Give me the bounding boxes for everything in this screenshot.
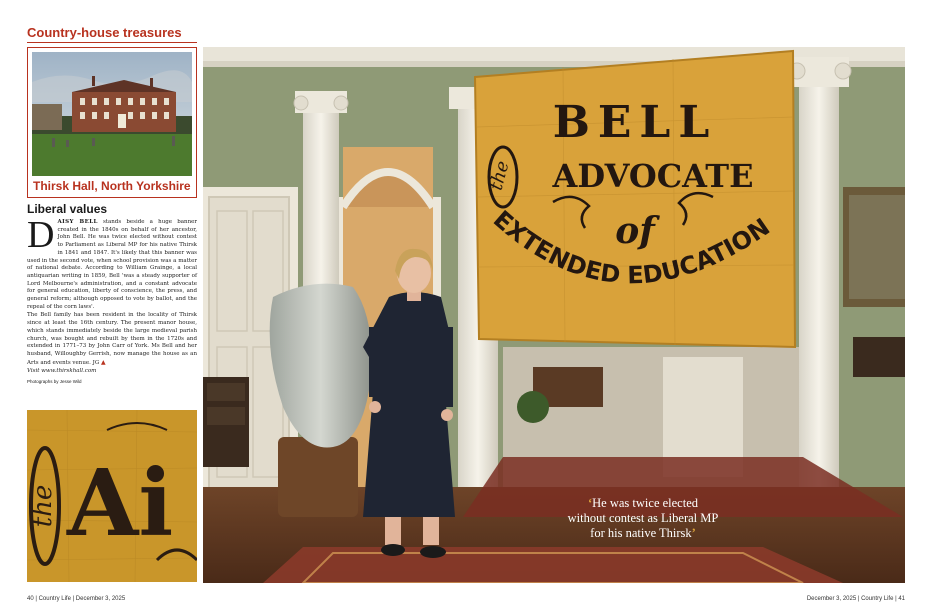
paragraph-2-text: The Bell family has been resident in the locality of Thirsk since at least the 16th century. The present manor house, which stands immediately beside the large medieval parish church, was bought and rebuilt by them in the 1720s and extended in 1771–73 by John Carr of York. Ms Bell and her husband, Willoughby Gerrish, now manage the house as an Arts and events venue. JG (27, 312, 197, 366)
thirsk-hall-photo (32, 52, 192, 176)
quote-line-2: without contest as Liberal MP (567, 511, 719, 525)
pull-quote (558, 496, 728, 541)
paragraph-1-text: stands beside a huge banner created in the 1840s on behalf of her ancestor, John Bell. He was twice elected without contest to Parliament as Liberal MP for his native Thirsk in 1841 and 1847. It's likely that this banner was used in the second vote, when school provision was a matter of national debate. According to William Grainge, a local antiquarian writing in 1859, Bell 'was a steady supporter of Lord Melbourne's administration, and a constant advocate for general education, liberty of conscience, the press, and general reform; although opposed to vote by ballot, and the repeal of the corn laws'. (27, 219, 197, 310)
footer-right: December 3, 2025 | Country Life | 41 (806, 596, 905, 602)
sign-off-icon: ▲ (100, 358, 106, 366)
banner-the: the (485, 158, 514, 193)
quote-line-3: for his native Thirsk (590, 526, 692, 540)
article-subhead: Liberal values (27, 202, 108, 216)
section-title: Country-house treasures (27, 25, 182, 40)
quote-close-icon: ’ (691, 526, 696, 540)
photo-credit: Photographs by Jesse Wild (27, 379, 82, 385)
inset-caption: Thirsk Hall, North Yorkshire (33, 179, 191, 193)
article-paragraph-1 (27, 214, 197, 311)
quote-line-1: He was twice elected (592, 496, 699, 510)
banner-of: of (615, 210, 655, 252)
banner-extended-education: EXTENDED EDUCATION (487, 205, 775, 290)
inset-box (27, 47, 197, 198)
banner-detail-photo (27, 410, 197, 582)
article-paragraph-2 (27, 312, 197, 367)
banner-bell: BELL (552, 97, 718, 148)
visit-line: Visit www.thirskhall.com (27, 368, 97, 375)
banner (475, 51, 795, 347)
section-rule (27, 42, 197, 43)
drop-cap: D (27, 214, 55, 256)
detail-letters: Ai (67, 449, 174, 557)
detail-the-text: the (28, 484, 58, 528)
footer-left: 40 | Country Life | December 3, 2025 (27, 596, 126, 602)
lead-name: AISY BELL (57, 219, 98, 225)
banner-advocate: ADVOCATE (552, 157, 754, 195)
quote-open-icon: ‘ (587, 496, 593, 510)
main-photo (203, 47, 905, 583)
article-body (27, 214, 197, 387)
